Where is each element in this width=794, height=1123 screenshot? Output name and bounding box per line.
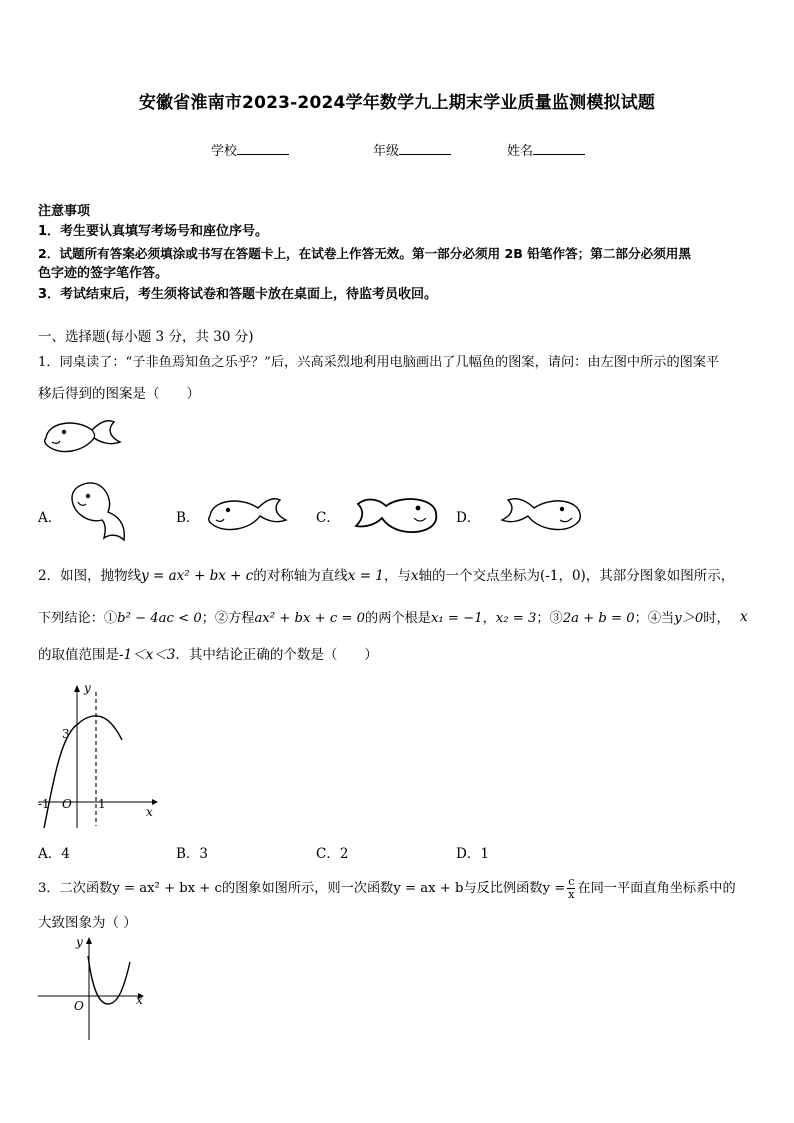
school-field [211,140,289,159]
school-label: 学校 [211,144,238,159]
q2-text-5: 下列结论：① [38,611,118,626]
notes-heading: 注意事项 [38,204,91,219]
q1-option-d[interactable]: D． [456,510,481,526]
q2-eq-equation: ax² + bx + c = 0 [254,611,366,626]
q3-eq-inverse-prefix: y = [542,881,566,896]
q3-fraction [567,876,575,901]
q2-text-8: ， [482,611,496,626]
q1-option-b-fish-image [204,490,292,538]
note-2: 2．试题所有答案必须填涂或书写在答题卡上，在试卷上作答无效。第一部分必须用 2B 铅笔作答；第二部分必须用黑 [38,246,691,261]
q2-eq-2ab: 2a + b = 0 [562,611,635,626]
q2-eq-root2: x₂ = 3 [495,611,537,626]
q2-text-3: ，与 [383,568,411,584]
q3-line1 [38,876,736,901]
q3-text-2: 的图象如图所示，则一次函数 [221,881,394,896]
q1-option-a[interactable]: A． [38,510,62,526]
q2-graph-x-label: x [146,805,153,819]
q3-quadratic-graph [34,932,154,1044]
q2-option-d[interactable]: D．1 [456,846,489,862]
q2-text-10: ；④当 [634,611,675,626]
q2-option-a[interactable]: A．4 [38,846,70,862]
q2-x-var: x [410,568,419,584]
q1-option-d-fish-image [496,490,586,538]
q2-graph-origin-label: O [62,797,72,811]
q3-graph-origin-label: O [74,999,84,1013]
reference-fish-image [40,412,124,462]
q2-x-var-2: x [740,609,748,625]
q2-line1 [38,565,734,587]
q2-line3 [38,644,378,666]
school-blank[interactable] [237,142,289,155]
q2-text-6: ；②方程 [201,611,255,626]
q3-graph-y-label: y [76,935,83,949]
q2-graph-1-label: 1 [98,797,106,811]
q1-option-a-fish-image [66,478,132,548]
q2-text-2: 的对称轴为直线 [253,568,348,584]
q2-text-4: 轴的一个交点坐标为(-1，0)，其部分图象如图所示， [418,568,735,584]
q2-option-b[interactable]: B．3 [176,846,209,862]
grade-field [373,140,451,159]
q3-text-3: 与反比例函数 [463,881,543,896]
q2-text-1: 2．如图，抛物线 [38,568,142,584]
q2-eq-axis: x = 1 [347,568,384,584]
q3-fraction-numerator: c [568,875,575,888]
q2-text-12: 的取值范围是 [38,647,119,663]
q2-eq-root1: x₁ = −1 [430,611,483,626]
q1-line2: 移后得到的图案是（ ） [38,386,200,402]
q2-parabola-graph [34,680,164,830]
q2-eq-ypos: y＞0 [674,611,704,626]
name-field [507,140,585,159]
q2-graph-y-label: y [84,681,91,695]
name-blank[interactable] [533,142,585,155]
note-3: 3．考试结束后，考生须将试卷和答题卡放在桌面上，待监考员收回。 [38,287,438,302]
q1-line1: 1．同桌读了：“子非鱼焉知鱼之乐乎？”后，兴高采烈地利用电脑画出了几幅鱼的图案，请问：由左图中所示的图案平 [38,355,720,370]
q2-eq-range: -1＜x＜3 [119,647,176,663]
q2-graph-neg1-label: -1 [38,797,50,811]
q2-graph-3-label: 3 [62,727,70,741]
note-2-cont: 色字迹的签字笔作答。 [38,266,169,281]
q3-fraction-denominator: x [568,888,575,901]
q2-text-7: 的两个根是 [365,611,431,626]
grade-label: 年级 [373,144,400,159]
page-title: 安徽省淮南市2023-2024学年数学九上期末学业质量监测模拟试题 [138,93,656,113]
grade-blank[interactable] [399,142,451,155]
section-heading: 一、选择题(每小题 3 分，共 30 分) [38,329,254,345]
name-label: 姓名 [507,144,534,159]
q2-option-c[interactable]: C．2 [316,846,349,862]
q2-text-9: ；③ [536,611,563,626]
q2-eq-discriminant: b² − 4ac < 0 [117,611,202,626]
q2-eq-parabola: y = ax² + bx + c [141,568,254,584]
q3-line2: 大致图象为（ ） [38,915,137,931]
q2-text-11: 时， [703,611,730,626]
q2-line2 [38,608,730,630]
q3-text-1: 3．二次函数 [38,881,113,896]
q3-graph-x-label: x [136,993,143,1007]
q1-option-c-fish-image [352,490,442,540]
q3-eq-linear: y = ax + b [393,881,464,896]
q1-option-c[interactable]: C． [316,510,340,526]
q3-eq-quadratic: y = ax² + bx + c [112,881,222,896]
q1-option-b[interactable]: B． [176,510,200,526]
q2-text-13: ．其中结论正确的个数是（ ） [175,647,378,663]
note-1: 1．考生要认真填写考场号和座位序号。 [38,224,269,239]
q3-text-4: 在同一平面直角坐标系中的 [577,881,736,896]
